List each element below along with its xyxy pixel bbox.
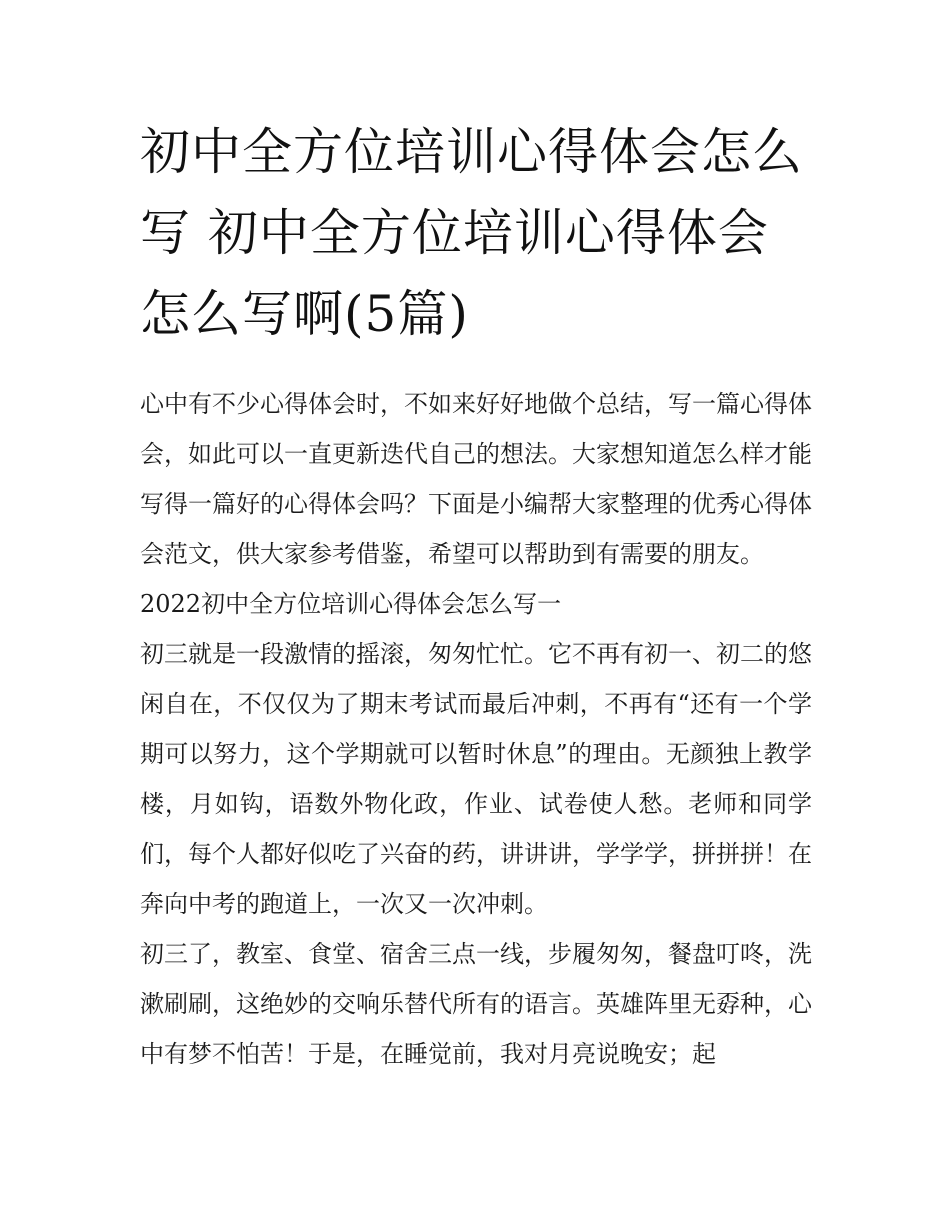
body-paragraph-1: 初三就是一段激情的摇滚，匆匆忙忙。它不再有初一、初二的悠闲自在，不仅仅为了期末考试而最后冲刺，不再有“还有一个学期可以努力，这个学期就可以暂时休息”的理由。无颜独上教学楼，月如钩，语数外物化政，作业、试卷使人愁。老师和同学们，每个人都好似吃了兴奋的药，讲讲讲，学学学，拼拼拼！在奔向中考的跑道上，一次又一次冲刺。 <box>140 640 812 918</box>
body-paragraph-2: 初三了，教室、食堂、宿舍三点一线，步履匆匆，餐盘叮咚，洗漱刷刷，这绝妙的交响乐替代所有的语言。英雄阵里无孬种，心中有梦不怕苦！于是，在睡觉前，我对月亮说晚安；起 <box>140 940 812 1068</box>
intro-paragraph: 心中有不少心得体会时，不如来好好地做个总结，写一篇心得体会，如此可以一直更新迭代自己的想法。大家想知道怎么样才能写得一篇好的心得体会吗？下面是小编帮大家整理的优秀心得体会范文，供大家参考借鉴，希望可以帮助到有需要的朋友。 <box>140 390 812 568</box>
section-heading: 2022初中全方位培训心得体会怎么写一 <box>140 590 562 618</box>
document-title: 初中全方位培训心得体会怎么写 初中全方位培训心得体会怎么写啊(5篇) <box>140 123 803 343</box>
document-page <box>140 112 812 1079</box>
document-body <box>140 379 812 1079</box>
